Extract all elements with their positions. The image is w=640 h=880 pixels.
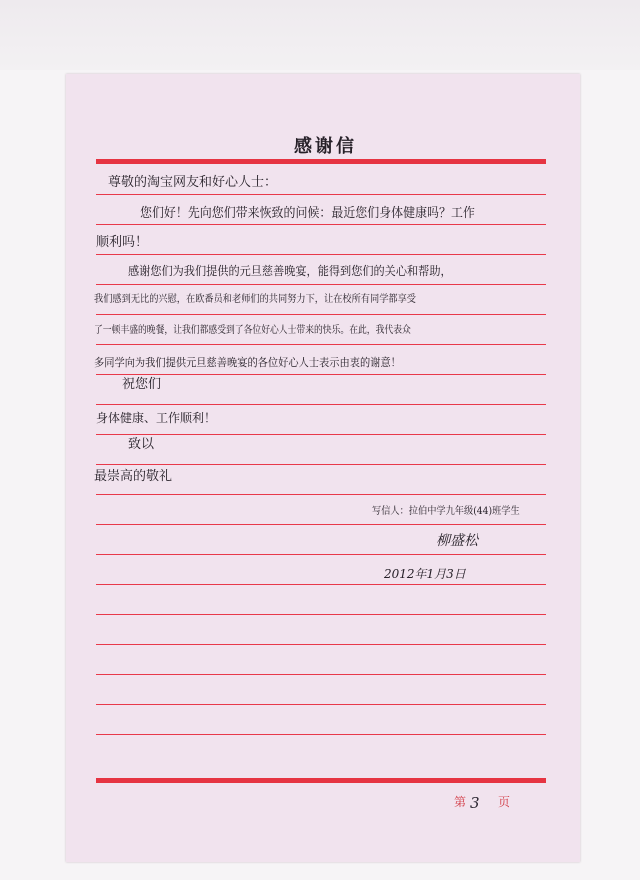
ruled-line bbox=[96, 584, 546, 585]
ruled-line bbox=[96, 674, 546, 675]
body-line-2: 顺利吗！ bbox=[96, 235, 149, 250]
closing-line: 致以 bbox=[128, 437, 155, 452]
body-line-1: 您们好！先向您们带来恢致的问候：最近您们身体健康吗？工作 bbox=[140, 206, 475, 221]
ruled-line bbox=[96, 704, 546, 705]
wish-content: 身体健康、工作顺利！ bbox=[96, 411, 217, 425]
ruled-line bbox=[96, 524, 546, 525]
ruled-line bbox=[96, 344, 546, 345]
page-number: 3 bbox=[470, 794, 480, 812]
ruled-line bbox=[96, 434, 546, 435]
scan-background bbox=[0, 0, 640, 70]
top-thick-rule bbox=[96, 159, 546, 164]
body-line-4: 我们感到无比的兴慰，在欧番员和老师们的共同努力下，让在校所有同学都享受 bbox=[94, 294, 416, 305]
ruled-line bbox=[96, 314, 546, 315]
ruled-line bbox=[96, 194, 546, 195]
body-line-3: 感谢您们为我们提供的元旦慈善晚宴，能得到您们的关心和帮助， bbox=[128, 264, 452, 278]
body-line-6: 多同学向为我们提供元旦慈善晚宴的各位好心人士表示由衷的谢意！ bbox=[94, 356, 401, 369]
ruled-line bbox=[96, 284, 546, 285]
ruled-line bbox=[96, 614, 546, 615]
letter-paper bbox=[66, 74, 580, 862]
page-marker-prefix: 第 bbox=[454, 795, 467, 809]
ruled-line bbox=[96, 554, 546, 555]
bottom-thick-rule bbox=[96, 778, 546, 783]
ruled-line bbox=[96, 404, 546, 405]
signer-label: 写信人：拉伯中学九年级(44)班学生 bbox=[372, 506, 520, 517]
letter-date: 2012年1月3日 bbox=[384, 567, 466, 581]
wish-line: 祝您们 bbox=[122, 377, 162, 392]
signer-name: 柳盛松 bbox=[436, 533, 478, 549]
regards-line: 最崇高的敬礼 bbox=[94, 469, 173, 484]
ruled-line bbox=[96, 494, 546, 495]
salutation: 尊敬的淘宝网友和好心人士： bbox=[108, 175, 278, 190]
body-line-5: 了一顿丰盛的晚餐，让我们都感受到了各位好心人士带来的快乐。在此，我代表众 bbox=[94, 325, 411, 336]
ruled-line bbox=[96, 254, 546, 255]
ruled-line bbox=[96, 644, 546, 645]
ruled-line bbox=[96, 734, 546, 735]
ruled-line bbox=[96, 374, 546, 375]
ruled-line bbox=[96, 224, 546, 225]
page-marker-suffix: 页 bbox=[498, 795, 511, 809]
ruled-line bbox=[96, 464, 546, 465]
letter-title: 感谢信 bbox=[294, 136, 357, 157]
